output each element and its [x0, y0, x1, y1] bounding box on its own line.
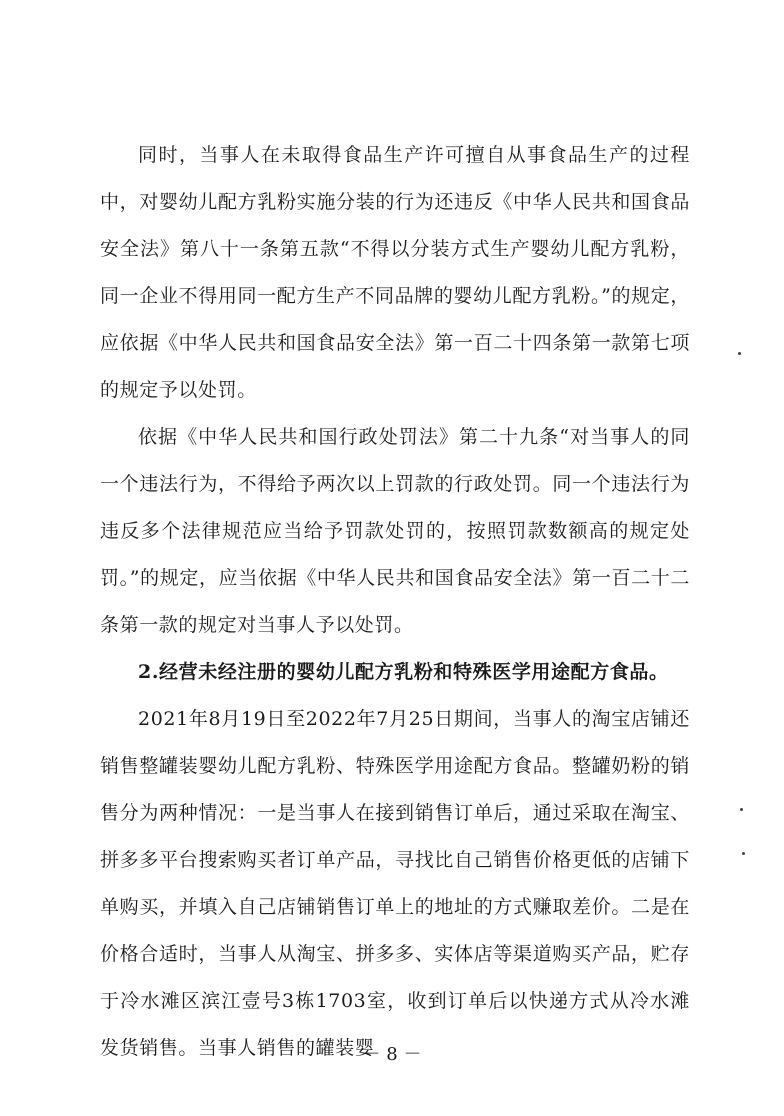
section-heading: 2.经营未经注册的婴幼儿配方乳粉和特殊医学用途配方食品。 [138, 661, 669, 683]
document-body [100, 132, 690, 1072]
scan-mark [738, 352, 741, 355]
paragraph-dual-violation: 同时，当事人在未取得食品生产许可擅自从事食品生产的过程中，对婴幼儿配方乳粉实施分装的行为还违反《中华人民共和国食品安全法》第八十一条第五款“不得以分装方式生产婴幼儿配方乳粉，同一企业不得用同一配方生产不同品牌的婴幼儿配方乳粉。”的规定，应依据《中华人民共和国食品安全法》第一百二十四条第一款第七项的规定予以处罚。 [100, 144, 690, 401]
scan-mark [740, 808, 743, 811]
page-number: － 8 － [362, 1044, 422, 1065]
scan-mark [742, 852, 745, 855]
paragraph-penalty-basis: 依据《中华人民共和国行政处罚法》第二十九条“对当事人的同一个违法行为，不得给予两次以上罚款的行政处罚。同一个违法行为违反多个法律规范应当给予罚款处罚的，按照罚款数额高的规定处罚。”的规定，应当依据《中华人民共和国食品安全法》第一百二十二条第一款的规定对当事人予以处罚。 [100, 426, 690, 636]
paragraph-sales-facts: 2021年8月19日至2022年7月25日期间，当事人的淘宝店铺还销售整罐装婴幼儿配方乳粉、特殊医学用途配方食品。整罐奶粉的销售分为两种情况：一是当事人在接到销售订单后，通过采取在淘宝、拼多多平台搜索购买者订单产品，寻找比自己销售价格更低的店铺下单购买，并填入自己店铺销售订单上的地址的方式赚取差价。二是在价格合适时，当事人从淘宝、拼多多、实体店等渠道购买产品，贮存于冷水滩区滨江壹号3栋1703室，收到订单后以快递方式从冷水滩发货销售。当事人销售的罐装婴 [100, 708, 690, 1059]
